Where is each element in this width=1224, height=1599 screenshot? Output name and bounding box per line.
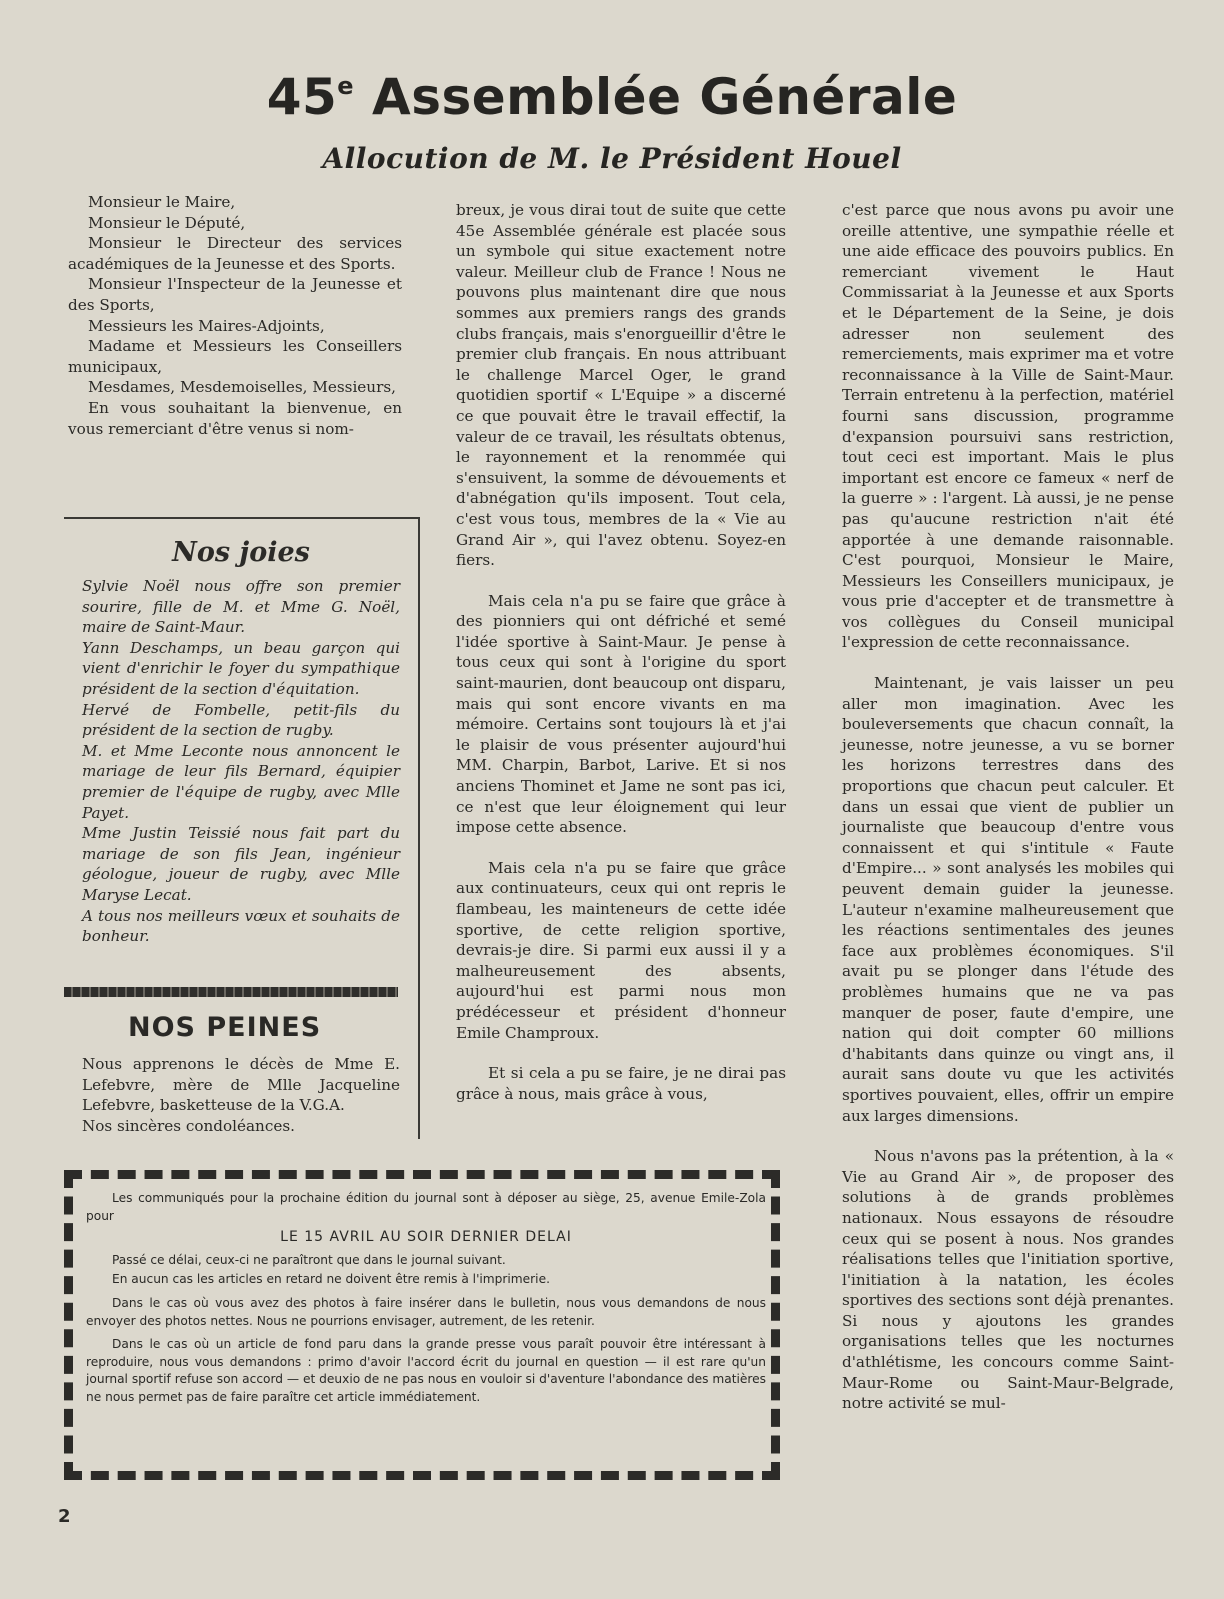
joies-title: Nos joies xyxy=(172,537,310,568)
salutation: Madame et Messieurs les Conseillers municipaux, xyxy=(68,337,402,376)
salutation: Monsieur l'Inspecteur de la Jeunesse et des Sports, xyxy=(68,275,402,314)
salutation: Monsieur le Député, xyxy=(88,213,246,232)
notice-paragraph: Dans le cas où un article de fond paru dans la grande presse vous paraît pouvoir être intéressant à reproduire, nous vous demandons : primo d'avoir l'accord écrit du journal en question — il est rare qu'un journal sportif refuse son accord — et deuxio de ne pas nous en vouloir si d'aventure l'abondance des matières ne nous permet pas de faire paraître cet article immédiatement. xyxy=(86,1337,766,1404)
page-number: 2 xyxy=(58,1506,71,1527)
body-paragraph: Et si cela a pu se faire, je ne dirai pas grâce à nous, mais grâce à vous, xyxy=(456,1064,786,1103)
joies-body xyxy=(82,576,400,947)
notice-line: Les communiqués pour la prochaine édition du journal sont à déposer au siège, 25, avenue Emile-Zola pour xyxy=(86,1191,766,1223)
speech-column-3 xyxy=(842,200,1174,1414)
salutation: Messieurs les Maires-Adjoints, xyxy=(88,316,325,335)
announcement: Sylvie Noël nous offre son premier sourire, fille de M. et Mme G. Noël, maire de Saint-Maur. xyxy=(82,577,400,637)
speech-column-1 xyxy=(68,192,402,439)
notice-body xyxy=(86,1190,766,1413)
announcement: A tous nos meilleurs vœux et souhaits de bonheur. xyxy=(82,906,400,946)
speech-column-2 xyxy=(456,200,786,1104)
peines-body xyxy=(82,1054,400,1136)
notice-line: En aucun cas les articles en retard ne doivent être remis à l'imprimerie. xyxy=(112,1272,550,1287)
notice-line: Passé ce délai, ceux-ci ne paraîtront que dans le journal suivant. xyxy=(112,1252,506,1267)
announcement: Nos sincères condoléances. xyxy=(82,1116,295,1135)
announcement: Yann Deschamps, un beau garçon qui vient d'enrichir le foyer du sympathique président de la section d'équitation. xyxy=(82,638,400,698)
body-paragraph: Mais cela n'a pu se faire que grâce aux continuateurs, ceux qui ont repris le flambeau, les mainteneurs de cette idée sportive, de cette religion sportive, devrais-je dire. Si parmi eux aussi il y a malheureusement des absents, aujourd'hui est parmi nous mon prédécesseur et président d'honneur Emile Champroux. xyxy=(456,858,786,1042)
headline-title: Assemblée Générale xyxy=(372,68,958,126)
salutation: Monsieur le Directeur des services académiques de la Jeunesse et des Sports. xyxy=(68,234,402,273)
body-paragraph: En vous souhaitant la bienvenue, en vous remerciant d'être venus si nom- xyxy=(68,398,402,438)
announcement: Nous apprenons le décès de Mme E. Lefebvre, mère de Mlle Jacqueline Lefebvre, basketteuse de la V.G.A. xyxy=(82,1055,400,1115)
subheadline: Allocution de M. le Président Houel xyxy=(322,142,902,175)
section-divider-bar xyxy=(64,987,398,997)
body-paragraph: breux, je vous dirai tout de suite que cette 45e Assemblée générale est placée sous un symbole qui situe exactement notre valeur. Meilleur club de France ! Nous ne pouvons plus maintenant dire que nous sommes aux premiers rangs des grands clubs français, mais s'enorgueillir d'être le premier club français. En nous attribuant le challenge Marcel Oger, le grand quotidien sportif « L'Equipe » a discerné ce que pouvait être le travail effectif, la valeur de ce travail, les résultats obtenus, le rayonnement et la renommée qui s'ensuivent, la somme de dévouements et d'abnégation qu'ils imposent. Tout cela, c'est vous tous, membres de la « Vie au Grand Air », qui l'avez obtenu. Soyez-en fiers. xyxy=(456,201,786,570)
salutation: Mesdames, Mesdemoiselles, Messieurs, xyxy=(88,378,396,397)
announcement: Mme Justin Teissié nous fait part du mariage de son fils Jean, ingénieur géologue, joueur de rugby, avec Mlle Maryse Lecat. xyxy=(82,824,400,904)
body-paragraph: Mais cela n'a pu se faire que grâce à des pionniers qui ont défriché et semé l'idée sportive à Saint-Maur. Je pense à tous ceux qui sont à l'origine du sport saint-maurien, dont beaucoup ont disparu, mais qui sont encore vivants en ma mémoire. Certains sont toujours là et j'ai le plaisir de vous présenter aujourd'hui MM. Charpin, Barbot, Larive. Et si nos anciens Thominet et Jame ne sont pas ici, ce n'est que leur éloignement qui leur impose cette absence. xyxy=(456,591,786,837)
notice-paragraph: Dans le cas où vous avez des photos à faire insérer dans le bulletin, nous vous demandons de nous envoyer des photos nettes. Nous ne pourrions envisager, autrement, de les retenir. xyxy=(86,1295,766,1328)
body-paragraph: Maintenant, je vais laisser un peu aller mon imagination. Avec les bouleversements que chacun connaît, la jeunesse, notre jeunesse, a vu se borner les horizons terrestres dans des proportions que chacun peut calculer. Et dans un essai que vient de publier un journaliste que beaucoup d'entre vous connaissent et qui s'intitule « Faute d'Empire... » sont analysés les mobiles qui peuvent demain guider la jeunesse. L'auteur n'examine malheureusement que les réactions sentimentales des jeunes face aux problèmes économiques. S'il avait pu se plonger dans l'étude des problèmes humains que ne va pas manquer de poser, faute d'empire, une nation qui doit compter 60 millions d'habitants dans quinze ou vingt ans, il aurait sans doute vu que les activités sportives pouvaient, elles, offrir un empire aux larges dimensions. xyxy=(842,674,1174,1125)
headline-superscript: e xyxy=(337,72,355,100)
announcement: Hervé de Fombelle, petit-fils du président de la section de rugby. xyxy=(82,700,400,740)
body-paragraph: c'est parce que nous avons pu avoir une oreille attentive, une sympathie réelle et une aide efficace des pouvoirs publics. En remerciant vivement le Haut Commissariat à la Jeunesse et aux Sports et le Département de la Seine, je dois adresser non seulement des remerciements, mais exprimer ma et votre reconnaissance à la Ville de Saint-Maur. Terrain entretenu à la perfection, matériel fourni sans discussion, programme d'expansion poursuivi sans restriction, tout ceci est important. Mais le plus important est encore ce fameux « nerf de la guerre » : l'argent. Là aussi, je ne pense pas qu'aucune restriction n'ait été apportée à une demande raisonnable. C'est pourquoi, Monsieur le Maire, Messieurs les Conseillers municipaux, je vous prie d'accepter et de transmettre à vos collègues du Conseil municipal l'expression de cette reconnaissance. xyxy=(842,201,1174,652)
headline xyxy=(0,68,1224,126)
notice-deadline: LE 15 AVRIL AU SOIR DERNIER DELAI xyxy=(280,1229,572,1246)
announcement: M. et Mme Leconte nous annoncent le mariage de leur fils Bernard, équipier premier de l'équipe de rugby, avec Mlle Payet. xyxy=(82,741,400,822)
body-paragraph: Nous n'avons pas la prétention, à la « Vie au Grand Air », de proposer des solutions à de grands problèmes nationaux. Nous essayons de résoudre ceux qui se posent à nous. Nos grandes réalisations telles que l'initiation sportive, l'initiation à la natation, les écoles sportives des sections sont déjà prenantes. Si nous y ajoutons les grandes organisations telles que les nocturnes d'athlétisme, les concours comme Saint-Maur-Rome ou Saint-Maur-Belgrade, notre activité se mul- xyxy=(842,1147,1174,1413)
headline-number: 45 xyxy=(266,68,338,126)
peines-title: NOS PEINES xyxy=(128,1012,322,1043)
salutation: Monsieur le Maire, xyxy=(88,193,236,211)
